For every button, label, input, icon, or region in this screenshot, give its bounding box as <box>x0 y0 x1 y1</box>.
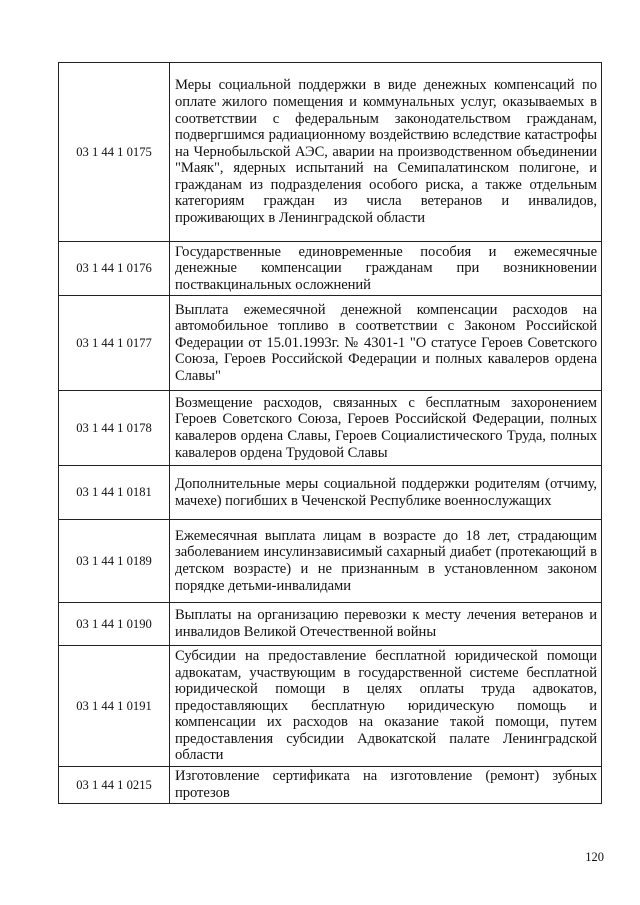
budget-classification-table <box>58 62 602 804</box>
table-row <box>59 520 602 603</box>
row-description: Государственные единовременные пособия и ежемесячные денежные компенсации гражданам при возникновении поствакцинальных осложнений <box>170 242 602 296</box>
table-row <box>59 391 602 466</box>
table-row <box>59 646 602 767</box>
row-code: 03 1 44 1 0181 <box>59 466 170 520</box>
table-row <box>59 767 602 804</box>
row-code: 03 1 44 1 0189 <box>59 520 170 603</box>
row-description: Субсидии на предоставление бесплатной юридической помощи адвокатам, участвующим в государственной системе бесплатной юридической помощи в целях оплаты труда адвокатов, предоставляющих бесплатную юридическую помощь и компенсации их расходов на оказание такой помощи, путем предоставления субсидии Адвокатской палате Ленинградской области <box>170 646 602 767</box>
row-code: 03 1 44 1 0176 <box>59 242 170 296</box>
table-row <box>59 63 602 242</box>
table-row <box>59 296 602 391</box>
row-description: Возмещение расходов, связанных с бесплатным захоронением Героев Советского Союза, Героев Российской Федерации, полных кавалеров ордена Славы, Героев Социалистического Труда, полных кавалеров ордена Трудовой Славы <box>170 391 602 466</box>
row-code: 03 1 44 1 0177 <box>59 296 170 391</box>
row-code: 03 1 44 1 0190 <box>59 603 170 646</box>
row-code: 03 1 44 1 0178 <box>59 391 170 466</box>
row-description: Изготовление сертификата на изготовление (ремонт) зубных протезов <box>170 767 602 804</box>
row-description: Меры социальной поддержки в виде денежных компенсаций по оплате жилого помещения и коммунальных услуг, оказываемых в соответствии с федеральным законодательством гражданам, подвергшимся радиационному воздействию вследствие катастрофы на Чернобыльской АЭС, аварии на производственном объединении "Маяк", ядерных испытаний на Семипалатинском полигоне, и гражданам из подразделения особого риска, а также отдельным категориям граждан из числа ветеранов и инвалидов, проживающих в Ленинградской области <box>170 63 602 242</box>
row-description: Дополнительные меры социальной поддержки родителям (отчиму, мачехе) погибших в Чеченской Республике военнослужащих <box>170 466 602 520</box>
row-description: Выплата ежемесячной денежной компенсации расходов на автомобильное топливо в соответствии с Законом Российской Федерации от 15.01.1993г. № 4301-1 "О статусе Героев Советского Союза, Героев Российской Федерации и полных кавалеров ордена Славы" <box>170 296 602 391</box>
row-description: Ежемесячная выплата лицам в возрасте до 18 лет, страдающим заболеванием инсулинзависимый сахарный диабет (протекающий в детском возрасте) и не признанным в установленном законом порядке детьми-инвалидами <box>170 520 602 603</box>
row-description: Выплаты на организацию перевозки к месту лечения ветеранов и инвалидов Великой Отечественной войны <box>170 603 602 646</box>
row-code: 03 1 44 1 0191 <box>59 646 170 767</box>
table-row <box>59 603 602 646</box>
table-row <box>59 466 602 520</box>
row-code: 03 1 44 1 0215 <box>59 767 170 804</box>
row-code: 03 1 44 1 0175 <box>59 63 170 242</box>
page-number: 120 <box>585 850 604 864</box>
table-row <box>59 242 602 296</box>
